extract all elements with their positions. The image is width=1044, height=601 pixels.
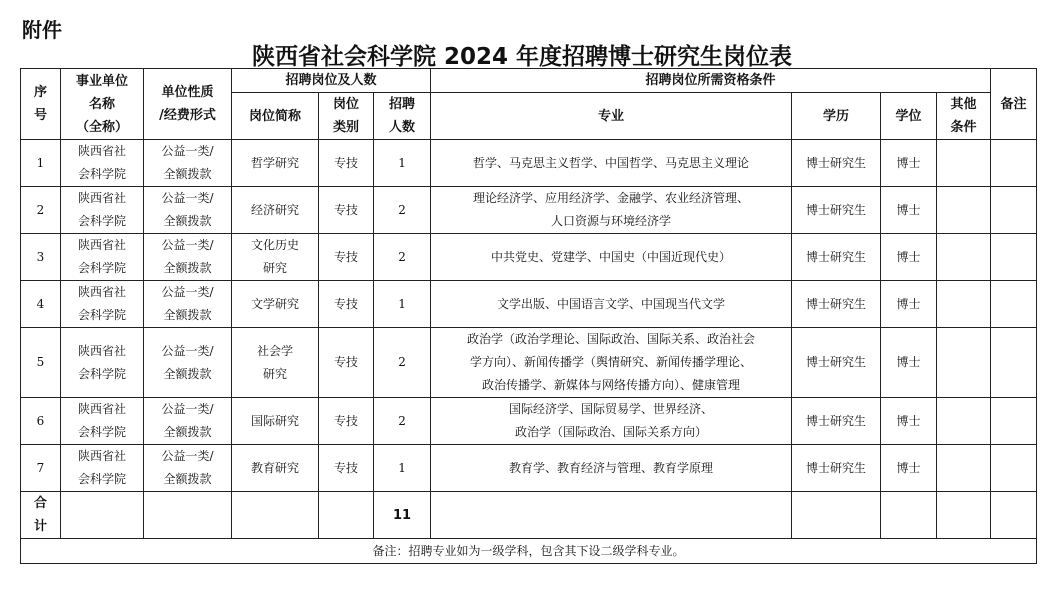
cell-unit-type: [144, 398, 232, 445]
total-empty-post-name: [232, 492, 319, 539]
cell-unit-type: [144, 281, 232, 328]
cell-post-name: [232, 234, 319, 281]
cell-headcount: 1: [374, 281, 431, 328]
cell-category: 专技: [319, 328, 374, 398]
cell-index: 7: [21, 445, 61, 492]
cell-post-name: [232, 328, 319, 398]
text-line: 全额拨款: [163, 214, 212, 228]
header-other-conditions: [937, 93, 991, 140]
table-row: [21, 234, 1037, 281]
cell-headcount: 2: [374, 398, 431, 445]
cell-post-name: [232, 281, 319, 328]
text-line: 会科学院: [77, 472, 126, 486]
cell-headcount: 1: [374, 445, 431, 492]
cell-major: [431, 187, 792, 234]
header-headcount: [374, 93, 431, 140]
total-headcount: 11: [374, 492, 431, 539]
cell-education: 博士研究生: [792, 281, 881, 328]
cell-unit-type: [144, 328, 232, 398]
cell-degree: 博士: [881, 140, 937, 187]
text-line: 会科学院: [77, 425, 126, 439]
text-line: 哲学、马克思主义哲学、中国哲学、马克思主义理论: [473, 155, 750, 170]
text-line: 陕西省社: [77, 285, 126, 299]
cell-index: 3: [21, 234, 61, 281]
text-line: 合: [33, 496, 47, 511]
cell-degree: 博士: [881, 281, 937, 328]
cell-other: [937, 234, 991, 281]
cell-headcount: 2: [374, 234, 431, 281]
cell-degree: 博士: [881, 187, 937, 234]
text-line: 教育学、教育经济与管理、教育学原理: [509, 460, 714, 475]
cell-remarks: [991, 398, 1037, 445]
text-line: 人口资源与环境经济学: [551, 214, 672, 228]
text-line: 号: [33, 108, 47, 123]
text-line: 全额拨款: [163, 167, 212, 181]
cell-index: 2: [21, 187, 61, 234]
text-line: 类别: [332, 120, 359, 135]
text-line: /经费形式: [159, 108, 216, 123]
text-line: 国际研究: [250, 413, 299, 428]
cell-employer: [61, 398, 144, 445]
cell-headcount: 2: [374, 328, 431, 398]
cell-category: 专技: [319, 398, 374, 445]
text-line: 会科学院: [77, 261, 126, 275]
table-row: [21, 187, 1037, 234]
total-label: [21, 492, 61, 539]
cell-post-name: [232, 187, 319, 234]
table-row: [21, 140, 1037, 187]
cell-remarks: [991, 234, 1037, 281]
cell-headcount: 1: [374, 140, 431, 187]
cell-employer: [61, 187, 144, 234]
text-line: 教育研究: [250, 460, 299, 475]
page-title: 陕西省社会科学院 2024 年度招聘博士研究生岗位表: [251, 44, 793, 70]
cell-major: [431, 140, 792, 187]
cell-post-name: [232, 140, 319, 187]
cell-index: 1: [21, 140, 61, 187]
text-line: 公益一类/: [161, 144, 214, 158]
cell-education: 博士研究生: [792, 445, 881, 492]
header-major: 专业: [431, 93, 792, 140]
cell-degree: 博士: [881, 445, 937, 492]
text-line: 哲学研究: [250, 155, 299, 170]
text-line: 全额拨款: [163, 425, 212, 439]
text-line: 政治学（政治学理论、国际政治、国际关系、政治社会: [467, 332, 756, 346]
total-empty-remarks: [991, 492, 1037, 539]
cell-unit-type: [144, 445, 232, 492]
cell-major: [431, 328, 792, 398]
cell-degree: 博士: [881, 398, 937, 445]
header-education: 学历: [792, 93, 881, 140]
header-degree: 学位: [881, 93, 937, 140]
text-line: 公益一类/: [161, 343, 214, 358]
text-line: 研究: [262, 261, 287, 275]
text-line: 公益一类/: [161, 191, 214, 205]
cell-post-name: [232, 398, 319, 445]
cell-unit-type: [144, 140, 232, 187]
text-line: 经济研究: [250, 202, 299, 217]
text-line: 文学出版、中国语言文学、中国现当代文学: [497, 296, 726, 311]
text-line: 计: [33, 519, 47, 534]
text-line: 政治传播学、新媒体与网络传播方向）、健康管理: [482, 378, 741, 392]
cell-category: 专技: [319, 281, 374, 328]
cell-category: 专技: [319, 187, 374, 234]
cell-other: [937, 140, 991, 187]
text-line: 岗位: [332, 97, 359, 112]
cell-category: 专技: [319, 445, 374, 492]
cell-major: [431, 281, 792, 328]
text-line: 会科学院: [77, 167, 126, 181]
total-empty-major: [431, 492, 792, 539]
text-line: 人数: [389, 120, 416, 135]
header-post-name: 岗位简称: [232, 93, 319, 140]
attachment-label: 附件: [22, 18, 62, 42]
cell-other: [937, 445, 991, 492]
text-line: 名称: [88, 96, 115, 112]
text-line: 陕西省社: [77, 449, 126, 463]
text-line: 全额拨款: [163, 366, 212, 381]
text-line: 理论经济学、应用经济学、金融学、农业经济管理、: [473, 191, 750, 205]
cell-headcount: 2: [374, 187, 431, 234]
text-line: 公益一类/: [161, 285, 214, 299]
cell-category: 专技: [319, 140, 374, 187]
cell-employer: [61, 234, 144, 281]
cell-major: [431, 398, 792, 445]
cell-remarks: [991, 328, 1037, 398]
cell-major: [431, 445, 792, 492]
text-line: 国际经济学、国际贸易学、世界经济、: [509, 402, 714, 416]
note-row: [21, 539, 1037, 564]
text-line: 招聘: [389, 97, 416, 112]
text-line: 全额拨款: [163, 308, 212, 322]
cell-remarks: [991, 281, 1037, 328]
cell-degree: 博士: [881, 328, 937, 398]
text-line: 陕西省社: [77, 191, 126, 205]
header-employer: [61, 69, 144, 140]
header-group-requirements: 招聘岗位所需资格条件: [431, 69, 991, 93]
cell-other: [937, 187, 991, 234]
total-empty-education: [792, 492, 881, 539]
cell-index: 5: [21, 328, 61, 398]
text-line: 公益一类/: [161, 238, 214, 252]
text-line: 学方向）、新闻传播学（舆情研究、新闻传播学理论、: [470, 355, 753, 369]
cell-degree: 博士: [881, 234, 937, 281]
text-line: 社会学: [256, 343, 293, 358]
total-row: [21, 492, 1037, 539]
text-line: 条件: [950, 120, 977, 135]
cell-education: 博士研究生: [792, 398, 881, 445]
text-line: 政治学（国际政治、国际关系方向）: [515, 425, 708, 439]
total-empty-other: [937, 492, 991, 539]
table-row: [21, 445, 1037, 492]
table-row: [21, 398, 1037, 445]
cell-education: 博士研究生: [792, 328, 881, 398]
cell-employer: [61, 281, 144, 328]
footnote: 备注：招聘专业如为一级学科，包含其下设二级学科专业。: [21, 539, 1037, 564]
cell-other: [937, 328, 991, 398]
cell-unit-type: [144, 187, 232, 234]
cell-employer: [61, 445, 144, 492]
header-index: [21, 69, 61, 140]
text-line: 会科学院: [77, 308, 126, 322]
header-unit-type: [144, 69, 232, 140]
cell-other: [937, 398, 991, 445]
text-line: 陕西省社: [77, 343, 126, 358]
cell-other: [937, 281, 991, 328]
text-line: 文化历史: [250, 238, 299, 252]
text-line: （全称）: [75, 119, 128, 135]
text-line: 研究: [262, 366, 287, 381]
cell-employer: [61, 140, 144, 187]
cell-employer: [61, 328, 144, 398]
cell-education: 博士研究生: [792, 140, 881, 187]
text-line: 公益一类/: [161, 402, 214, 416]
cell-remarks: [991, 187, 1037, 234]
cell-remarks: [991, 445, 1037, 492]
cell-remarks: [991, 140, 1037, 187]
cell-post-name: [232, 445, 319, 492]
cell-category: 专技: [319, 234, 374, 281]
header-remarks: 备注: [991, 69, 1037, 140]
header-row-1: [21, 69, 1037, 93]
total-empty-degree: [881, 492, 937, 539]
text-line: 全额拨款: [163, 472, 212, 486]
text-line: 单位性质: [161, 85, 214, 100]
cell-index: 4: [21, 281, 61, 328]
cell-unit-type: [144, 234, 232, 281]
text-line: 中共党史、党建学、中国史（中国近现代史）: [491, 249, 732, 264]
text-line: 陕西省社: [77, 402, 126, 416]
cell-index: 6: [21, 398, 61, 445]
cell-education: 博士研究生: [792, 234, 881, 281]
header-group-posts: 招聘岗位及人数: [232, 69, 431, 93]
total-empty-category: [319, 492, 374, 539]
text-line: 陕西省社: [77, 238, 126, 252]
text-line: 事业单位: [75, 73, 128, 89]
cell-major: [431, 234, 792, 281]
text-line: 其他: [950, 97, 977, 112]
header-post-category: [319, 93, 374, 140]
total-empty-unit-type: [144, 492, 232, 539]
total-empty-employer: [61, 492, 144, 539]
cell-education: 博士研究生: [792, 187, 881, 234]
text-line: 序: [33, 85, 47, 100]
recruitment-table: [20, 68, 1037, 564]
text-line: 公益一类/: [161, 449, 214, 463]
text-line: 文学研究: [250, 296, 299, 311]
table-row: [21, 281, 1037, 328]
text-line: 会科学院: [77, 366, 126, 381]
text-line: 陕西省社: [77, 144, 126, 158]
table-row: [21, 328, 1037, 398]
text-line: 会科学院: [77, 214, 126, 228]
text-line: 全额拨款: [163, 261, 212, 275]
